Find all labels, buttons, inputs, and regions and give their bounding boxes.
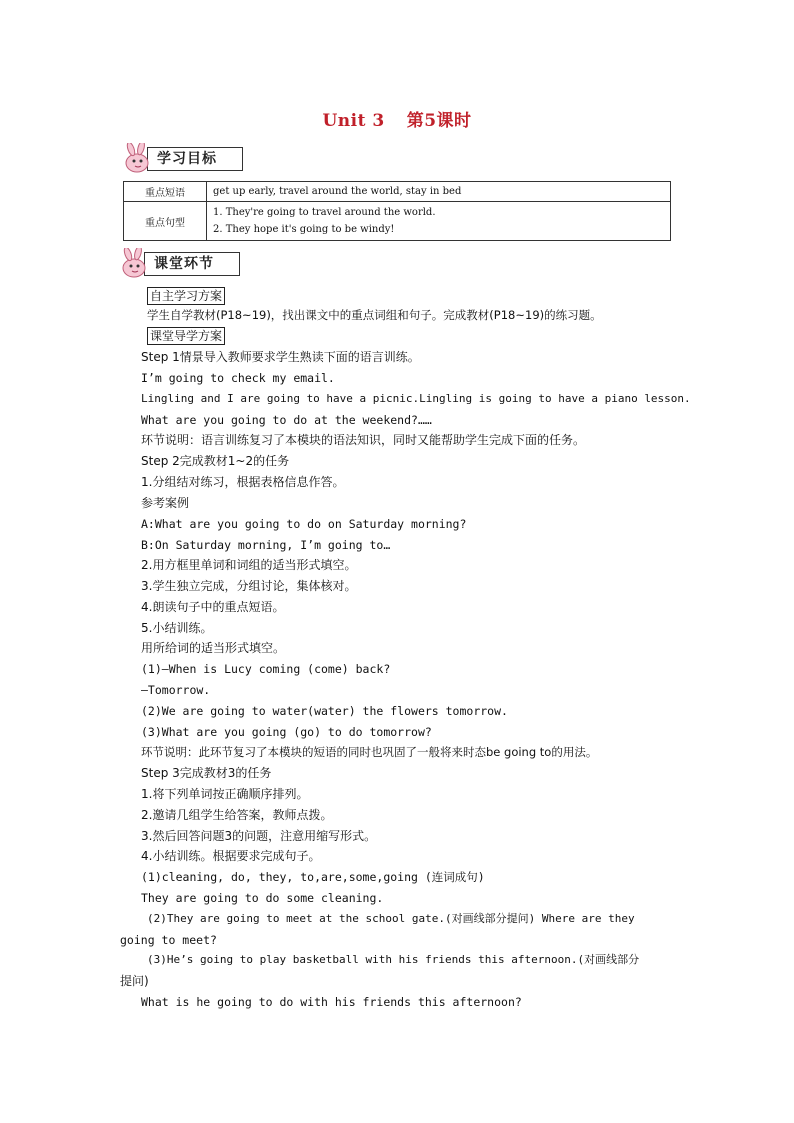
table-row bbox=[124, 202, 671, 241]
text-line: 2.邀请几组学生给答案，教师点拨。 bbox=[141, 808, 333, 822]
badge-label: 课堂环节 bbox=[154, 256, 214, 272]
text-line: 4.小结训练。根据要求完成句子。 bbox=[141, 849, 321, 863]
text-line: Lingling and I are going to have a picnic.Lingling is going to have a piano lesson. bbox=[141, 392, 691, 405]
text-line: (3)He’s going to play basketball with his friends this afternoon.(对画线部分 bbox=[147, 953, 640, 966]
text-line: 3.然后回答问题3的问题，注意用缩写形式。 bbox=[141, 829, 377, 843]
text-line: Step 1情景导入教师要求学生熟读下面的语言训练。 bbox=[141, 350, 420, 364]
text-line: They are going to do some cleaning. bbox=[141, 891, 384, 905]
text-line: 提问) bbox=[120, 974, 149, 988]
text-line: 5.小结训练。 bbox=[141, 621, 213, 635]
page-title bbox=[0, 106, 794, 131]
text-line: (2)They are going to meet at the school gate.(对画线部分提问) Where are they bbox=[147, 912, 635, 925]
boxed-heading: 自主学习方案 bbox=[147, 287, 225, 305]
text-line: B:On Saturday morning, I’m going to… bbox=[141, 538, 391, 552]
text-line: What are you going to do at the weekend?…… bbox=[141, 413, 432, 427]
text-line: 学生自学教材(P18~19)，找出课文中的重点词组和句子。完成教材(P18~19)的练习题。 bbox=[147, 308, 602, 322]
text-line: (1)—When is Lucy coming (come) back? bbox=[141, 662, 391, 676]
text-line: 1.分组结对练习，根据表格信息作答。 bbox=[141, 475, 345, 489]
text-line: What is he going to do with his friends this afternoon? bbox=[141, 995, 522, 1009]
text-line: Step 2完成教材1~2的任务 bbox=[141, 454, 290, 468]
text-line: (2)We are going to water(water) the flowers tomorrow. bbox=[141, 704, 508, 718]
sentence-2: 2. They hope it's going to be windy! bbox=[213, 224, 395, 235]
mascot-icon bbox=[121, 143, 161, 175]
section-badge-class bbox=[118, 248, 240, 278]
table-row bbox=[124, 182, 671, 202]
text-line: going to meet? bbox=[120, 933, 217, 947]
text-line: 环节说明：语言训练复习了本模块的语法知识，同时又能帮助学生完成下面的任务。 bbox=[141, 433, 586, 447]
section-heading-self-study bbox=[147, 287, 225, 305]
text-line: I’m going to check my email. bbox=[141, 371, 335, 385]
section-heading-guided bbox=[147, 327, 225, 345]
badge-label: 学习目标 bbox=[157, 151, 217, 167]
table-key: 重点短语 bbox=[124, 182, 207, 202]
table-value bbox=[207, 202, 671, 241]
text-line: (1)cleaning, do, they, to,are,some,going (连词成句) bbox=[141, 870, 485, 884]
text-line: Step 3完成教材3的任务 bbox=[141, 766, 272, 780]
text-line: 4.朗读句子中的重点短语。 bbox=[141, 600, 285, 614]
text-line: 用所给词的适当形式填空。 bbox=[141, 641, 286, 655]
lesson-label: 第5课时 bbox=[406, 111, 472, 131]
goals-table bbox=[123, 181, 671, 241]
table-value: get up early, travel around the world, stay in bed bbox=[207, 182, 671, 202]
text-line: 参考案例 bbox=[141, 496, 190, 510]
sentence-1: 1. They're going to travel around the world. bbox=[213, 207, 436, 218]
text-line: 3.学生独立完成，分组讨论，集体核对。 bbox=[141, 579, 357, 593]
text-line: (3)What are you going (go) to do tomorrow? bbox=[141, 725, 432, 739]
unit-label: Unit 3 bbox=[322, 111, 385, 131]
text-line: A:What are you going to do on Saturday morning? bbox=[141, 517, 467, 531]
text-line: 1.将下列单词按正确顺序排列。 bbox=[141, 787, 309, 801]
text-line: 2.用方框里单词和词组的适当形式填空。 bbox=[141, 558, 357, 572]
mascot-icon bbox=[118, 248, 158, 280]
boxed-heading: 课堂导学方案 bbox=[147, 327, 225, 345]
section-badge-goals bbox=[121, 143, 243, 173]
text-line: 环节说明：此环节复习了本模块的短语的同时也巩固了一般将来时态be going to的用法。 bbox=[141, 745, 598, 759]
text-line: —Tomorrow. bbox=[141, 683, 211, 697]
table-key: 重点句型 bbox=[124, 202, 207, 241]
